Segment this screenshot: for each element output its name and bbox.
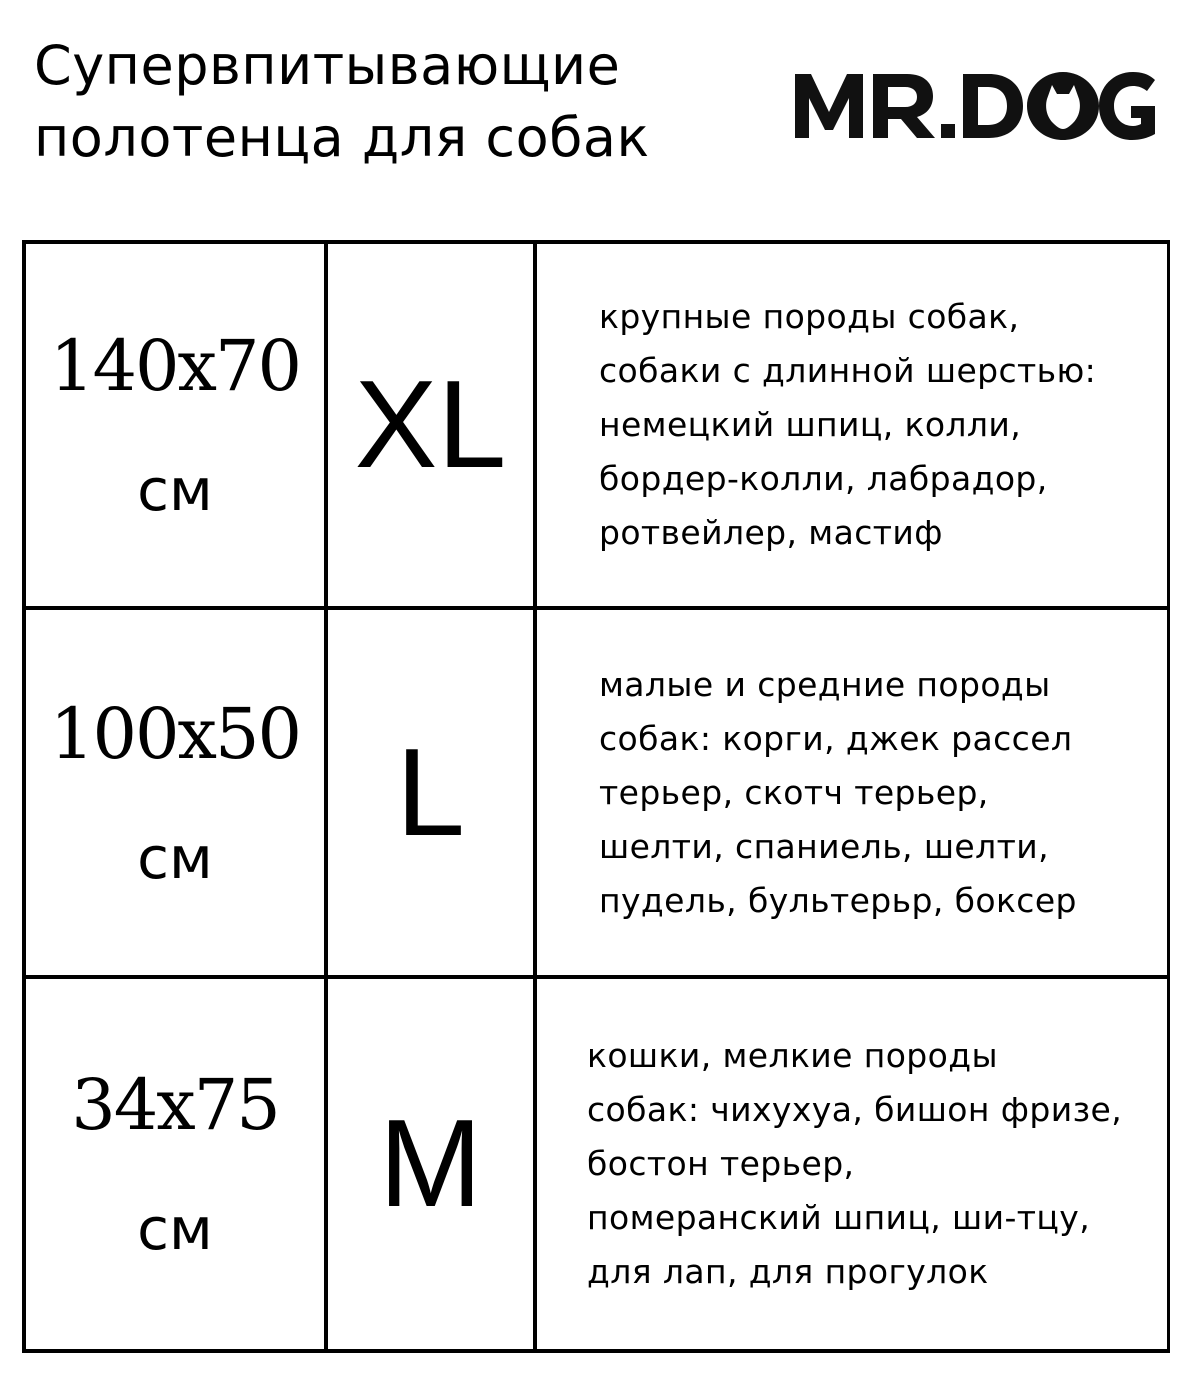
size-label: M [378,1095,483,1233]
description-cell [537,244,1167,606]
description-line: малые и средние породы [599,664,1051,704]
description-line: собак: чихухуа, бишон фризе, [587,1090,1123,1129]
size-cell [328,979,537,1349]
size-table [22,240,1170,1353]
dimensions-unit: см [137,1195,213,1263]
dimensions-cell [26,979,328,1349]
title-line: Супервпитывающие [34,34,621,97]
dimensions-unit: см [137,456,213,524]
table-row [26,979,1167,1349]
dimensions-value: 140x70 [49,325,301,407]
description-line: немецкий шпиц, колли, [599,405,1022,444]
description-line: крупные породы собак, [599,297,1020,336]
breed-list [537,658,1077,928]
brand-logo [795,68,1155,142]
description-line: собаки с длинной шерстью: [599,351,1097,390]
dimensions-value: 34x75 [71,1064,279,1146]
description-line: терьер, скотч терьер, [599,772,989,812]
breed-list [537,290,1096,560]
description-line: для лап, для прогулок [587,1252,989,1291]
page-title [34,30,650,174]
description-line: кошки, мелкие породы [587,1036,998,1075]
description-cell [537,979,1167,1349]
description-line: пудель, бультерьр, боксер [599,880,1077,920]
table-row [26,244,1167,610]
dimensions-unit: см [137,823,213,892]
size-label: XL [354,356,507,494]
description-line: шелти, спаниель, шелти, [599,826,1049,866]
description-line: собак: корги, джек рассел [599,718,1073,758]
dimensions-value: 100x50 [49,692,301,775]
size-label: L [396,723,465,862]
size-cell [328,610,537,975]
description-line: померанский шпиц, ши-тцу, [587,1198,1091,1237]
description-line: бордер-колли, лабрадор, [599,459,1048,498]
title-line: полотенца для собак [34,106,650,169]
breed-list [537,1029,1122,1299]
description-line: бостон терьер, [587,1144,855,1183]
size-cell [328,244,537,606]
table-row [26,610,1167,979]
dimensions-cell [26,610,328,975]
dimensions-cell [26,244,328,606]
description-line: ротвейлер, мастиф [599,513,943,552]
description-cell [537,610,1167,975]
